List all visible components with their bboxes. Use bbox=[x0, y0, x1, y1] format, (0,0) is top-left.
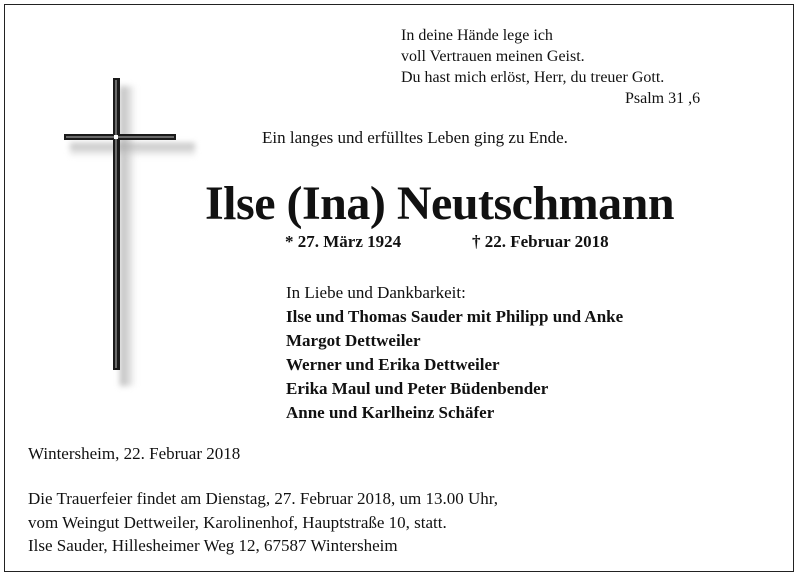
cross-highlight-horizontal bbox=[66, 136, 174, 138]
mourner-family: Anne und Karlheinz Schäfer bbox=[286, 403, 495, 422]
birth-date: * 27. März 1924 bbox=[285, 232, 402, 251]
psalm-line: Du hast mich erlöst, Herr, du treuer Gott. bbox=[401, 69, 665, 86]
cross-shadow-vertical bbox=[120, 86, 134, 386]
mourner-family: Margot Dettweiler bbox=[286, 331, 421, 350]
cross-shadow-horizontal bbox=[70, 143, 195, 156]
mourner-family: Werner und Erika Dettweiler bbox=[286, 355, 500, 374]
psalm-line: voll Vertrauen meinen Geist. bbox=[401, 48, 585, 65]
notice-line: Ilse Sauder, Hillesheimer Weg 12, 67587 Wintersheim bbox=[28, 536, 398, 555]
mourners-heading: In Liebe und Dankbarkeit: bbox=[286, 283, 466, 302]
notice-line: Die Trauerfeier findet am Dienstag, 27. Februar 2018, um 13.00 Uhr, bbox=[28, 489, 499, 508]
cross-highlight-vertical bbox=[115, 80, 117, 368]
psalm-quote bbox=[401, 25, 700, 109]
notice-line: vom Weingut Dettweiler, Karolinenhof, Hauptstraße 10, statt. bbox=[28, 512, 447, 532]
psalm-line: In deine Hände lege ich bbox=[401, 27, 553, 44]
death-date: † 22. Februar 2018 bbox=[472, 232, 609, 251]
mourners-list bbox=[286, 281, 623, 425]
cross-icon bbox=[60, 78, 200, 388]
mourner-family: Erika Maul und Peter Büdenbender bbox=[286, 379, 549, 398]
deceased-name: Ilse (Ina) Neutschmann bbox=[205, 177, 675, 230]
place-and-date: Wintersheim, 22. Februar 2018 bbox=[28, 444, 241, 463]
funeral-notice bbox=[28, 487, 498, 558]
psalm-reference: Psalm 31 ,6 bbox=[625, 90, 701, 107]
cross-highlight-center bbox=[114, 135, 118, 139]
intro-text: Ein langes und erfülltes Leben ging zu Ende. bbox=[262, 128, 568, 147]
mourner-family: Ilse und Thomas Sauder mit Philipp und Anke bbox=[286, 307, 624, 326]
